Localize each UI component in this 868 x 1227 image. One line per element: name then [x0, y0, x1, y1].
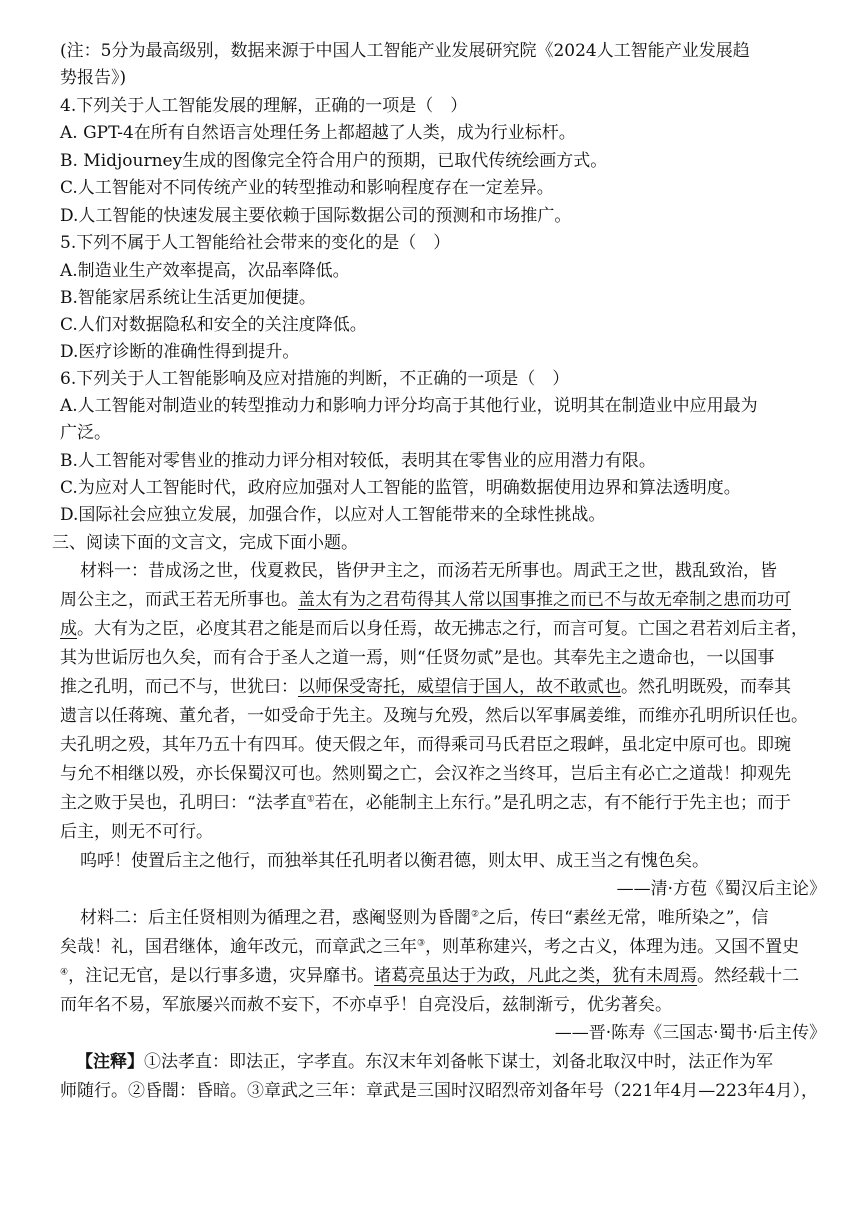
- chart-note-line: (注：5分为最高级别，数据来源于中国人工智能产业发展研究院《2024人工智能产业发展趋: [60, 41, 750, 61]
- material2-line: 而年名不易，军旅屡兴而赦不妄下，不亦卓乎！自亮没后，兹制渐亏，优劣著矣。: [60, 995, 672, 1015]
- question-5-option-d: D.医疗诊断的准确性得到提升。: [60, 342, 300, 362]
- question-5-option-b: B.智能家居系统让生活更加便捷。: [60, 288, 316, 308]
- question-5-option-c: C.人们对数据隐私和安全的关注度降低。: [60, 315, 367, 335]
- material2-line: 材料二：后主任贤相则为循理之君，惑阉竖则为昏闇②之后，传曰“素丝无常，唯所染之”，信: [80, 908, 769, 928]
- notes-label: 【注释】: [76, 1052, 144, 1072]
- material1-line: 夫孔明之殁，其年乃五十有四耳。使天假之年，而得乘司马氏君臣之瑕衅，虽北定中原可也。即琬: [60, 735, 791, 755]
- material2-line: ④，注记无官，是以行事多遗，灾异靡书。诸葛亮虽达于为政，凡此之类，犹有未周焉。然经载十二: [60, 966, 800, 986]
- material1-line: 材料一：昔成汤之世，伐夏救民，皆伊尹主之，而汤若无所事也。周武王之世，戡乱致治，皆: [80, 561, 777, 581]
- question-4-option-c: C.人工智能对不同传统产业的转型推动和影响程度存在一定差异。: [60, 178, 554, 198]
- underlined-passage: 诸葛亮虽达于为政，凡此之类，犹有未周焉: [374, 966, 698, 986]
- material1-line: 与允不相继以殁，亦长保蜀汉可也。然则蜀之亡，会汉祚之当终耳，岂后主有必亡之道哉！抑观先: [60, 764, 791, 784]
- question-6-option-a-cont: 广泛。: [60, 423, 111, 443]
- footnote-marker: ④: [60, 967, 69, 978]
- question-6-option-a: A.人工智能对制造业的转型推动力和影响力评分均高于其他行业，说明其在制造业中应用最为: [60, 396, 758, 416]
- notes-line: 师随行。②昏闇：昏暗。③章武之三年：章武是三国时汉昭烈帝刘备年号（221年4月—223年4月），: [60, 1081, 819, 1101]
- question-6-option-c: C.为应对人工智能时代，政府应加强对人工智能的监管，明确数据使用边界和算法透明度。: [60, 478, 741, 498]
- footnote-marker: ②: [471, 909, 480, 920]
- material2-line: 矣哉！礼，国君继体，逾年改元，而章武之三年③，则革称建兴，考之古义，体理为违。又国不置史: [60, 937, 800, 957]
- question-4-option-a: A. GPT-4在所有自然语言处理任务上都超越了人类，成为行业标杆。: [60, 123, 576, 143]
- material1-line: 后主，则无不可行。: [60, 822, 213, 842]
- underlined-passage: 成: [60, 619, 77, 639]
- question-4-stem: 4.下列关于人工智能发展的理解，正确的一项是（ ）: [60, 96, 468, 116]
- question-6-stem: 6.下列关于人工智能影响及应对措施的判断，不正确的一项是（ ）: [60, 369, 570, 389]
- question-6-option-b: B.人工智能对零售业的推动力评分相对较低，表明其在零售业的应用潜力有限。: [60, 451, 656, 471]
- material1-line: 呜呼！使置后主之他行，而独举其任孔明者以衡君德，则太甲、成王当之有愧色矣。: [80, 851, 709, 871]
- underlined-passage: 盖太有为之君苟得其人常以国事推之而已不与故无牵制之患而功可: [298, 590, 791, 610]
- material1-line: 推之孔明，而己不与，世犹曰：以师保受寄托，威望信于国人，故不敢贰也。然孔明既殁，而奉其: [60, 677, 791, 697]
- section-title: 三、阅读下面的文言文，完成下面小题。: [52, 533, 358, 553]
- material1-line: 主之败于吴也，孔明曰：“法孝直①若在，必能制主上东行。”是孔明之志，有不能行于先主也；而于: [60, 793, 791, 813]
- material1-source: ——清·方苞《蜀汉后主论》: [616, 879, 826, 899]
- notes-line: 【注释】①法孝直：即法正，字孝直。东汉末年刘备帐下谋士，刘备北取汉中时，法正作为军: [76, 1052, 773, 1072]
- material1-line: 其为世诟厉也久矣，而有合于圣人之道一焉，则“任贤勿贰”是也。其奉先主之遗命也，一以国事: [60, 648, 775, 668]
- question-4-option-b: B. Midjourney生成的图像完全符合用户的预期，已取代传统绘画方式。: [60, 151, 608, 171]
- question-4-option-d: D.人工智能的快速发展主要依赖于国际数据公司的预测和市场推广。: [60, 206, 572, 226]
- question-5-option-a: A.制造业生产效率提高，次品率降低。: [60, 261, 350, 281]
- footnote-marker: ①: [306, 794, 315, 805]
- material1-line: 周公主之，而武王若无所事也。盖太有为之君苟得其人常以国事推之而已不与故无牵制之患而功可: [60, 590, 791, 610]
- material1-line: 成。大有为之臣，必度其君之能是而后以身任焉，故无拂志之行，而言可复。亡国之君若刘后主者，: [60, 619, 808, 639]
- question-5-stem: 5.下列不属于人工智能给社会带来的变化的是（ ）: [60, 233, 451, 253]
- material1-line: 遗言以任蒋琬、董允者，一如受命于先主。及琬与允殁，然后以军事属姜维，而维亦孔明所识任也。: [60, 706, 808, 726]
- question-6-option-d: D.国际社会应独立发展，加强合作，以应对人工智能带来的全球性挑战。: [60, 505, 606, 525]
- underlined-passage: 以师保受寄托，威望信于国人，故不敢贰也: [298, 677, 621, 697]
- material2-source: ——晋·陈寿《三国志·蜀书·后主传》: [554, 1023, 826, 1043]
- footnote-marker: ③: [417, 938, 426, 949]
- chart-note-line: 势报告》): [60, 68, 127, 88]
